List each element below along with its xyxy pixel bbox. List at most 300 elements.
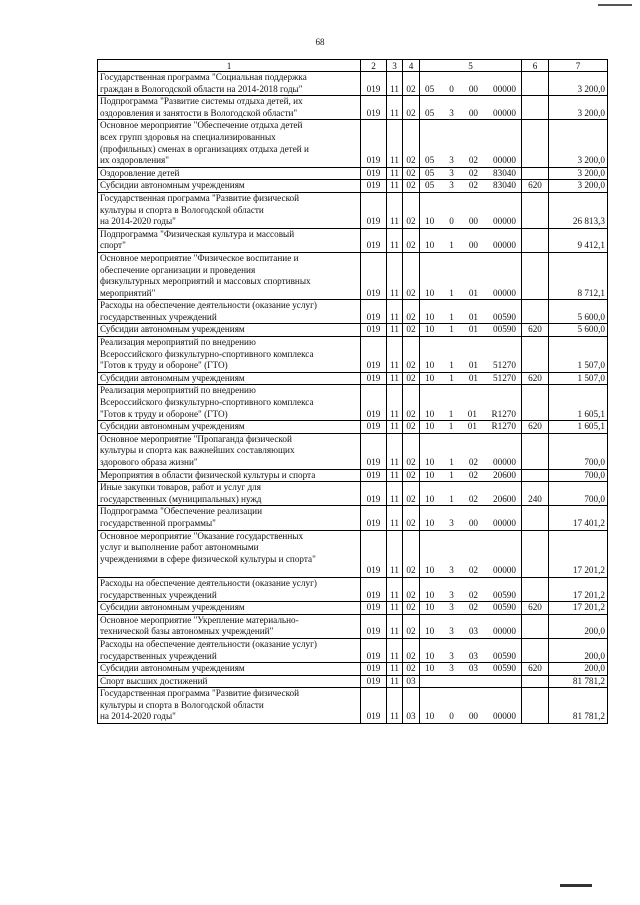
target-article-p2: 1 [449,324,454,335]
row-name [98,614,361,638]
target-article-p2: 3 [449,517,454,528]
target-article-p1: 10 [425,650,435,661]
target-article-p4: 51270 [493,372,516,383]
row-name-line: Расходы на обеспечение деятельности (оказание услуг) [100,300,317,311]
code-c3: 11 [387,300,403,324]
code-c2: 019 [361,688,387,724]
table-row [98,421,608,434]
expense-type: 620 [522,421,549,434]
table-row [98,506,608,530]
page-number: 68 [315,37,325,47]
amount: 1 507,0 [549,372,608,385]
target-article-parts [422,373,519,385]
amount: 200,0 [549,614,608,638]
amount: 200,0 [549,638,608,662]
code-c4: 02 [403,72,420,96]
row-name-line: Расходы на обеспечение деятельности (оказание услуг) [100,638,317,649]
target-article-p1: 05 [425,155,435,166]
row-name-line: их оздоровления" [100,155,170,166]
target-article-p3: 01 [468,372,478,383]
code-c3: 11 [387,602,403,615]
row-name-line: культуры и спорта как важнейших составляющих [100,445,295,456]
code-c3: 11 [387,688,403,724]
target-article-p4: R1270 [491,408,516,419]
target-article-p1: 10 [425,216,435,227]
code-c3: 11 [387,324,403,337]
row-name [98,180,361,193]
scan-mark-top [598,4,632,6]
row-name-line: обеспечение организации и проведения [100,264,256,275]
table-row [98,180,608,193]
code-c4: 02 [403,602,420,615]
target-article-cell [420,192,522,228]
target-article-p1: 05 [425,167,435,178]
code-c4: 02 [403,638,420,662]
expense-type [522,252,549,299]
table-row [98,385,608,421]
header-cell: 3 [387,60,403,72]
table-row [98,638,608,662]
target-article-p2: 1 [449,372,454,383]
target-article-p1: 10 [425,311,435,322]
target-article-cell [420,228,522,252]
table-row [98,530,608,577]
row-name-line: Подпрограмма "Физическая культура и массовый [100,228,295,239]
target-article-parts [422,108,519,120]
target-article-p4: 83040 [493,167,516,178]
row-name [98,688,361,724]
target-article-p3: 00 [468,107,478,118]
row-name [98,120,361,167]
target-article-p4: 00000 [493,216,516,227]
code-c4: 02 [403,228,420,252]
code-c2: 019 [361,324,387,337]
row-name-line: Подпрограмма "Развитие системы отдыха детей, их [100,96,303,107]
target-article-cell [420,120,522,167]
target-article-cell [420,469,522,482]
target-article-p1: 10 [425,711,435,722]
target-article-parts [422,409,519,421]
code-c2: 019 [361,577,387,601]
code-c2: 019 [361,167,387,180]
table-row [98,192,608,228]
target-article-p3: 01 [467,421,477,432]
row-name [98,192,361,228]
target-article-p4: 83040 [493,180,516,191]
target-article-p3: 02 [468,565,478,576]
target-article-p1: 10 [425,565,435,576]
target-article-p3: 02 [468,155,478,166]
code-c2: 019 [361,614,387,638]
row-name-line: Государственная программа "Развитие физической [100,192,300,203]
code-c3: 11 [387,421,403,434]
header-cell: 5 [420,60,522,72]
target-article-parts [422,240,519,252]
code-c3: 11 [387,372,403,385]
expense-type [522,72,549,96]
target-article-parts [422,651,519,663]
row-name-line: Субсидии автономным учреждениям [100,324,245,335]
target-article-p2: 1 [449,457,454,467]
target-article-parts [422,711,519,723]
row-name [98,421,361,434]
expense-type [522,167,549,180]
row-name-line: услуг и выполнение работ автономными [100,542,259,553]
expense-type [522,337,549,373]
target-article-parts [422,84,519,96]
row-name-line: Субсидии автономным учреждениям [100,180,245,191]
code-c2: 019 [361,96,387,120]
target-article-parts [422,155,519,167]
code-c2: 019 [361,72,387,96]
code-c3: 11 [387,192,403,228]
target-article-parts [422,518,519,530]
code-c2: 019 [361,120,387,167]
target-article-p4: 00000 [493,711,516,722]
target-article-cell [420,385,522,421]
code-c2: 019 [361,385,387,421]
target-article-p3: 02 [468,180,478,191]
code-c3: 11 [387,180,403,193]
row-name-line: Спорт высших достижений [100,675,208,686]
code-c3: 11 [387,96,403,120]
row-name-line: Оздоровление детей [100,167,180,178]
code-c4: 02 [403,421,420,434]
code-c3: 11 [387,482,403,506]
table-row [98,482,608,506]
header-cell: 1 [98,60,361,72]
code-c2: 019 [361,372,387,385]
amount: 3 200,0 [549,72,608,96]
row-name [98,385,361,421]
target-article-p4: 00590 [493,650,516,661]
code-c3: 11 [387,663,403,676]
row-name-line: Иные закупки товаров, работ и услуг для [100,482,261,493]
row-name-line: государственных учреждений [100,311,217,322]
target-article-p4: 20600 [493,469,516,480]
table-row [98,72,608,96]
expense-type [522,96,549,120]
header-cell: 6 [522,60,549,72]
row-name-line: Субсидии автономным учреждениям [100,421,245,432]
expense-type [522,385,549,421]
target-article-p1: 10 [425,493,435,504]
target-article-p1: 10 [425,372,435,383]
target-article-p4: 00590 [493,311,516,322]
row-name [98,167,361,180]
target-article-p2: 1 [448,408,454,419]
target-article-cell [420,614,522,638]
amount: 17 201,2 [549,602,608,615]
row-name-line: Всероссийского физкультурно-спортивного комплекса [100,397,314,408]
row-name-line: Субсидии автономным учреждениям [100,663,245,674]
target-article-p1: 10 [425,360,435,371]
target-article-p3: 03 [468,650,478,661]
code-c4: 02 [403,96,420,120]
expense-type: 240 [522,482,549,506]
amount: 700,0 [549,482,608,506]
target-article-cell [420,675,522,688]
target-article-p3: 01 [468,324,478,335]
code-c4: 02 [403,167,420,180]
code-c4: 02 [403,530,420,577]
table-row [98,469,608,482]
row-name-line: культуры и спорта в Вологодской области [100,699,264,710]
target-article-p4: 00590 [493,663,516,674]
expense-type: 620 [522,663,549,676]
code-c2: 019 [361,638,387,662]
budget-table [97,59,608,724]
code-c4: 02 [403,120,420,167]
target-article-cell [420,663,522,676]
row-name [98,469,361,482]
target-article-p2: 1 [449,469,454,480]
target-article-parts [422,216,519,228]
code-c3: 11 [387,506,403,530]
target-article-p3: 02 [468,589,478,600]
row-name [98,506,361,530]
target-article-parts [422,663,519,675]
code-c2: 019 [361,421,387,434]
row-name-line: Основное мероприятие "Оказание государственных [100,530,304,541]
code-c2: 019 [361,675,387,688]
table-row [98,337,608,373]
code-c4: 02 [403,372,420,385]
amount: 3 200,0 [549,120,608,167]
target-article-p3: 01 [467,408,477,419]
code-c4: 03 [403,688,420,724]
target-article-parts [422,626,519,638]
target-article-cell [420,602,522,615]
target-article-p2: 3 [449,663,454,674]
amount: 3 200,0 [549,96,608,120]
target-article-cell [420,300,522,324]
row-name-line: государственной программы" [100,517,216,528]
target-article-p3: 02 [468,602,478,613]
code-c2: 019 [361,602,387,615]
target-article-p4: 00000 [493,565,516,576]
target-article-p2: 3 [449,167,454,178]
target-article-cell [420,252,522,299]
amount: 8 712,1 [549,252,608,299]
code-c2: 019 [361,337,387,373]
target-article-p3: 00 [468,240,478,251]
table-body [98,72,608,724]
target-article-cell [420,96,522,120]
code-c2: 019 [361,482,387,506]
code-c4: 02 [403,337,420,373]
target-article-cell [420,337,522,373]
row-name-line: на 2014-2020 годы" [100,711,176,722]
target-article-parts [422,565,519,577]
code-c3: 11 [387,72,403,96]
target-article-p3: 02 [468,493,478,504]
row-name-line: спорт" [100,240,126,251]
expense-type: 620 [522,324,549,337]
target-article-cell [420,421,522,434]
target-article-p3: 00 [468,83,478,94]
target-article-p3: 01 [468,360,478,371]
target-article-p1: 10 [425,469,435,480]
target-article-p2: 1 [449,493,454,504]
code-c3: 11 [387,433,403,469]
expense-type: 620 [522,180,549,193]
code-c3: 11 [387,675,403,688]
code-c2: 019 [361,252,387,299]
expense-type [522,469,549,482]
code-c2: 019 [361,228,387,252]
expense-type [522,688,549,724]
expense-type [522,300,549,324]
target-article-p1: 05 [425,180,435,191]
target-article-p4: 00000 [493,517,516,528]
row-name-line: Основное мероприятие "Физическое воспитание и [100,252,299,263]
expense-type [522,120,549,167]
code-c2: 019 [361,180,387,193]
amount: 9 412,1 [549,228,608,252]
target-article-parts [422,602,519,614]
table-row [98,675,608,688]
row-name [98,324,361,337]
target-article-p2: 3 [449,650,454,661]
code-c3: 11 [387,120,403,167]
target-article-parts [422,288,519,300]
code-c3: 11 [387,638,403,662]
table-row [98,120,608,167]
code-c2: 019 [361,469,387,482]
table-row [98,300,608,324]
target-article-p1: 10 [425,457,435,467]
target-article-p4: 00590 [493,324,516,335]
row-name-line: Расходы на обеспечение деятельности (оказание услуг) [100,577,317,588]
amount: 700,0 [549,469,608,482]
target-article-p1: 10 [425,408,435,419]
row-name [98,675,361,688]
amount: 81 781,2 [549,688,608,724]
row-name [98,663,361,676]
row-name-line: на 2014-2020 годы" [100,216,176,227]
code-c3: 11 [387,530,403,577]
target-article-p2: 3 [449,602,454,613]
table-row [98,663,608,676]
row-name [98,577,361,601]
target-article-p3: 01 [468,287,478,298]
row-name-line: учреждениями в сфере физической культуры и спорта" [100,553,316,564]
row-name-line: Субсидии автономным учреждениям [100,602,245,613]
target-article-cell [420,688,522,724]
header-cell: 2 [361,60,387,72]
code-c4: 02 [403,433,420,469]
amount: 1 507,0 [549,337,608,373]
code-c2: 019 [361,192,387,228]
row-name [98,252,361,299]
row-name [98,337,361,373]
table-row [98,252,608,299]
target-article-p4: 00000 [493,155,516,166]
row-name-line: Реализация мероприятий по внедрению [100,385,256,396]
amount: 17 401,2 [549,506,608,530]
row-name [98,228,361,252]
target-article-parts [422,168,519,180]
table-row [98,688,608,724]
code-c4: 03 [403,675,420,688]
target-article-cell [420,506,522,530]
row-name [98,530,361,577]
target-article-p4: 51270 [493,360,516,371]
expense-type [522,638,549,662]
code-c4: 02 [403,506,420,530]
expense-type: 620 [522,602,549,615]
row-name [98,96,361,120]
target-article-p1: 10 [425,602,435,613]
code-c4: 02 [403,482,420,506]
row-name-line: Государственная программа "Развитие физической [100,688,300,699]
target-article-p1: 10 [425,663,435,674]
header-cell: 7 [549,60,608,72]
row-name-line: Субсидии автономным учреждениям [100,372,245,383]
row-name-line: Мероприятия в области физической культуры и спорта [100,469,316,480]
code-c4: 02 [403,180,420,193]
target-article-p1: 10 [425,240,435,251]
code-c4: 02 [403,577,420,601]
target-article-cell [420,530,522,577]
target-article-p4: 00590 [493,589,516,600]
row-name-line: всех групп здоровья на специализированных [100,131,276,142]
target-article-p3: 00 [468,216,478,227]
target-article-p3: 03 [468,626,478,637]
row-name-line: государственных (муниципальных) нужд [100,493,262,504]
expense-type [522,506,549,530]
target-article-cell [420,638,522,662]
target-article-p1: 10 [425,517,435,528]
row-name [98,482,361,506]
target-article-p1: 05 [425,107,435,118]
amount: 5 600,0 [549,300,608,324]
target-article-cell [420,180,522,193]
amount: 26 813,3 [549,192,608,228]
amount: 3 200,0 [549,167,608,180]
row-name-line: Всероссийского физкультурно-спортивного комплекса [100,348,314,359]
code-c4: 02 [403,192,420,228]
row-name-line: государственных учреждений [100,589,217,600]
row-name-line: Основное мероприятие "Укрепление материально- [100,614,299,625]
target-article-p3: 02 [468,457,478,467]
expense-type [522,614,549,638]
row-name-line: Основное мероприятие "Пропаганда физической [100,433,292,444]
code-c3: 11 [387,469,403,482]
target-article-p2: 0 [449,216,454,227]
expense-type [522,433,549,469]
amount: 1 605,1 [549,421,608,434]
row-name-line [100,565,358,577]
expense-type [522,577,549,601]
target-article-p3: 02 [468,167,478,178]
target-article-p3: 01 [468,311,478,322]
target-article-cell [420,72,522,96]
amount: 17 201,2 [549,530,608,577]
target-article-cell [420,433,522,469]
row-name [98,72,361,96]
code-c4: 02 [403,663,420,676]
target-article-p1: 10 [425,287,435,298]
code-c3: 11 [387,167,403,180]
target-article-p3: 02 [468,469,478,480]
target-article-p2: 0 [449,711,454,722]
target-article-p1: 10 [425,421,435,432]
target-article-p2: 1 [449,360,454,371]
row-name-line: Государственная программа "Социальная поддержка [100,72,307,82]
row-name-line: "Готов к труду и обороне" (ГТО) [100,360,228,371]
